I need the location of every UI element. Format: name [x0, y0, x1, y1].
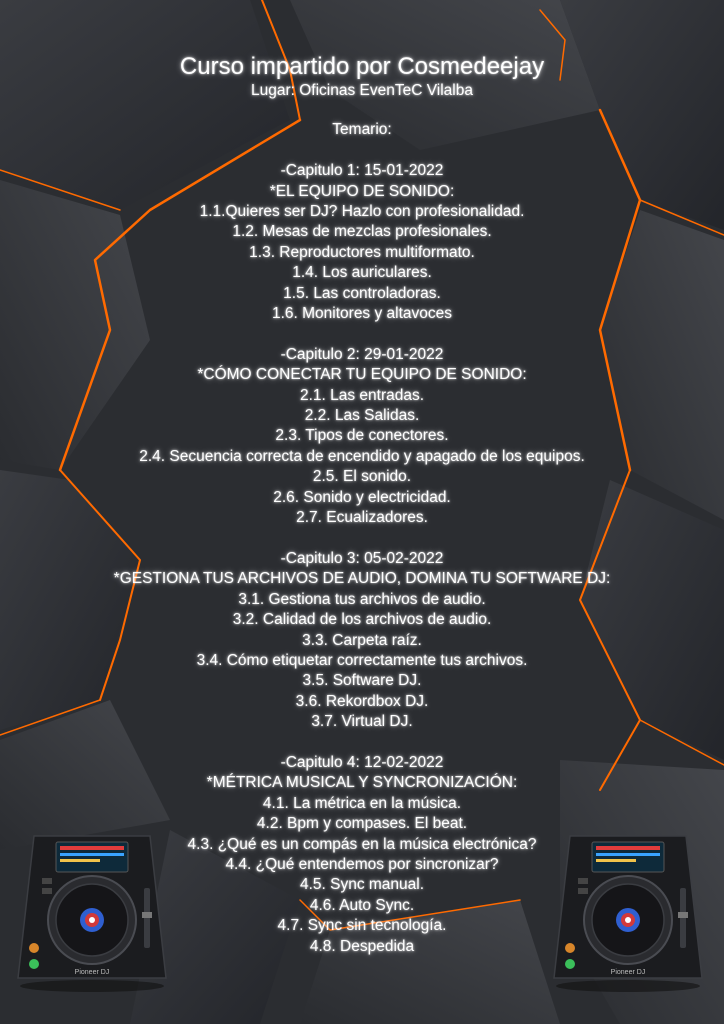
chapter-item: 4.5. Sync manual. [299, 876, 425, 894]
chapter-heading: -Capitulo 3: 05-02-2022 [280, 549, 444, 567]
chapter-topic: *MÉTRICA MUSICAL Y SYNCRONIZACIÓN: [206, 774, 518, 792]
chapter-item: 2.7. Ecualizadores. [296, 509, 428, 527]
chapter-heading: -Capitulo 2: 29-01-2022 [280, 345, 444, 363]
brand-label: Pioneer DJ [610, 969, 646, 976]
chapter-item: 1.5. Las controladoras. [283, 284, 441, 302]
chapter-item: 4.6. Auto Sync. [309, 896, 415, 914]
course-location: Lugar: Oficinas EvenTeC Vilalba [250, 82, 473, 99]
chapter-item: 1.6. Monitores y altavoces [271, 305, 453, 323]
chapter-item: 4.2. Bpm y compases. El beat. [256, 815, 468, 833]
chapter-item: 3.4. Cómo etiquetar correctamente tus archivos. [196, 651, 528, 669]
chapter-item: 1.3. Reproductores multiformato. [249, 243, 475, 261]
agenda-label: Temario: [332, 121, 392, 139]
brand-label: Pioneer DJ [74, 969, 110, 976]
chapter-1 [0, 161, 724, 324]
course-title: Curso impartido por Cosmedeejay [179, 53, 545, 80]
chapter-item: 2.5. El sonido. [312, 468, 412, 486]
chapter-item: 1.1.Quieres ser DJ? Hazlo con profesionalidad. [199, 203, 525, 220]
chapter-item: 3.5. Software DJ. [302, 672, 422, 690]
chapter-item: 2.3. Tipos de conectores. [275, 427, 449, 445]
chapter-topic: *EL EQUIPO DE SONIDO: [269, 182, 455, 200]
dj-turntable-icon [548, 828, 708, 993]
chapter-item: 2.6. Sonido y electricidad. [273, 488, 451, 506]
chapter-item: 1.4. Los auriculares. [292, 264, 432, 282]
chapter-item: 2.2. Las Salidas. [304, 407, 420, 425]
chapter-item: 3.6. Rekordbox DJ. [295, 692, 429, 710]
chapter-item: 4.7. Sync sin tecnología. [277, 917, 447, 935]
chapter-3 [0, 549, 724, 733]
chapter-heading: -Capitulo 4: 12-02-2022 [280, 753, 444, 771]
chapter-item: 4.1. La métrica en la música. [262, 794, 462, 812]
chapter-item: 3.3. Carpeta raíz. [302, 631, 422, 649]
chapter-item: 2.1. Las entradas. [299, 386, 425, 404]
course-content [0, 52, 724, 957]
chapter-item: 1.2. Mesas de mezclas profesionales. [232, 223, 492, 241]
chapter-item: 2.4. Secuencia correcta de encendido y apagado de los equipos. [139, 447, 585, 465]
chapter-topic: *GESTIONA TUS ARCHIVOS DE AUDIO, DOMINA TU SOFTWARE DJ: [113, 570, 611, 588]
dj-turntable-icon [12, 828, 172, 993]
chapter-item: 4.8. Despedida [309, 937, 415, 955]
chapter-item: 3.2. Calidad de los archivos de audio. [232, 611, 492, 629]
chapter-item: 4.4. ¿Qué entendemos por sincronizar? [225, 855, 499, 873]
chapter-item: 3.1. Gestiona tus archivos de audio. [238, 590, 486, 608]
chapter-item: 4.3. ¿Qué es un compás en la música electrónica? [187, 835, 537, 853]
chapter-topic: *CÓMO CONECTAR TU EQUIPO DE SONIDO: [197, 366, 527, 384]
chapter-2 [0, 345, 724, 529]
chapter-item: 3.7. Virtual DJ. [311, 713, 413, 731]
chapter-heading: -Capitulo 1: 15-01-2022 [280, 162, 444, 180]
